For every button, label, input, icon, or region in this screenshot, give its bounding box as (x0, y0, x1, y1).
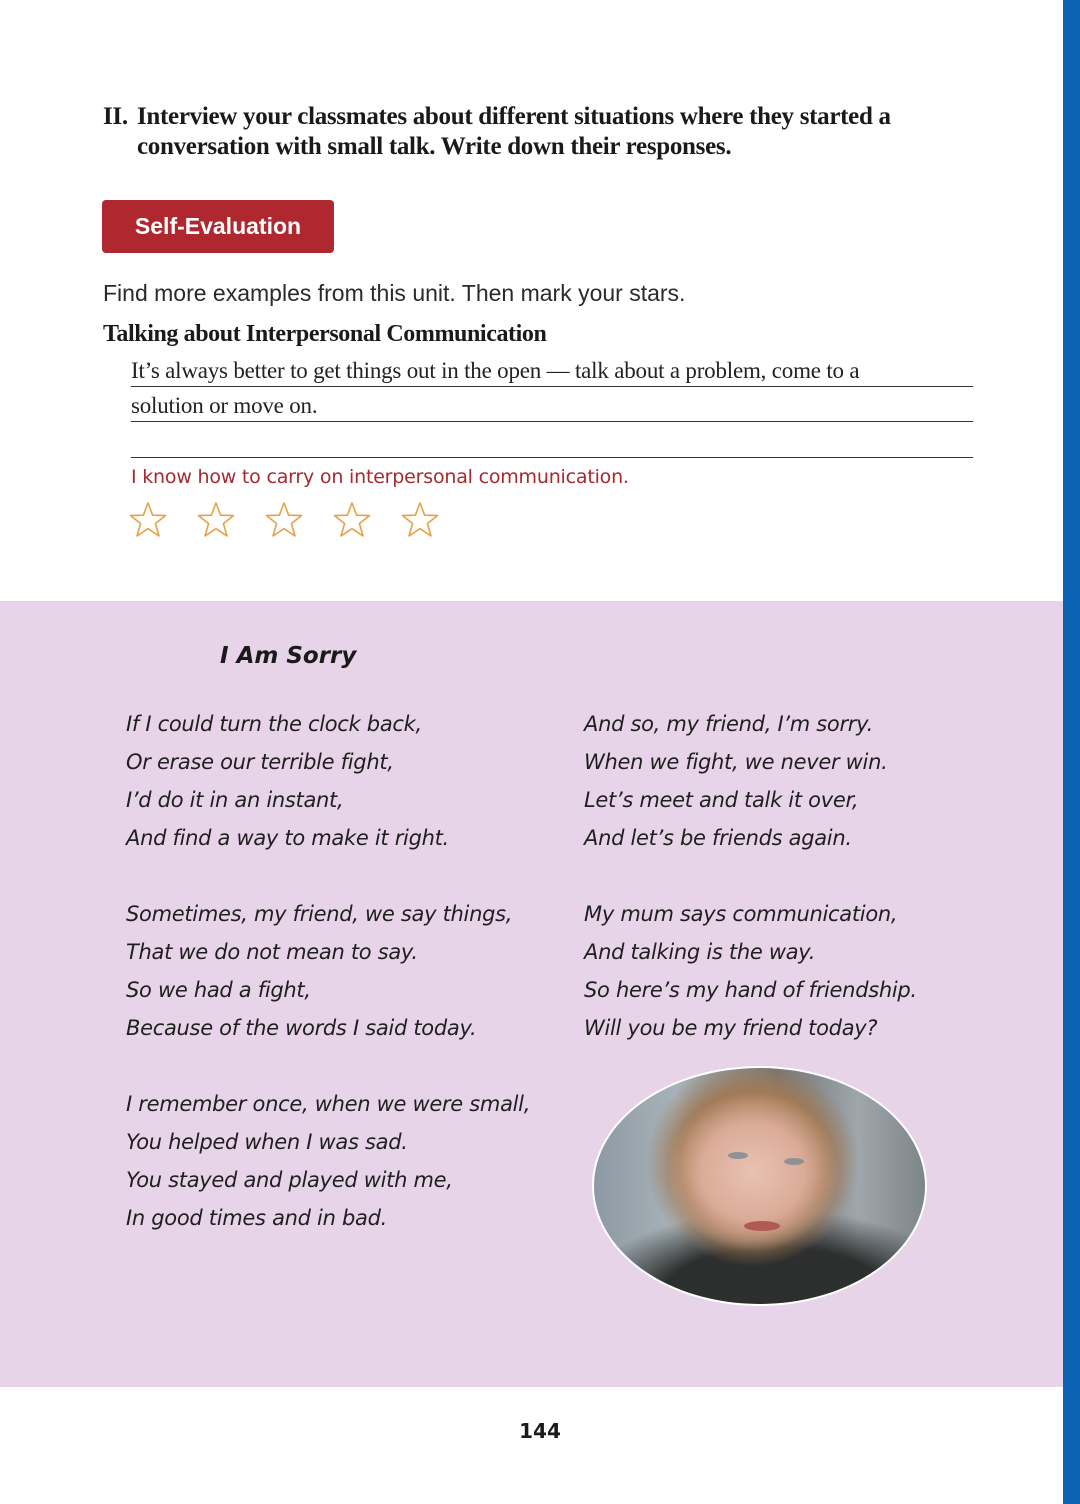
section-subheading: Talking about Interpersonal Communication (103, 321, 547, 347)
verse-line: So we had a fight, (126, 978, 311, 1002)
self-evaluation-instruction: Find more examples from this unit. Then mark your stars. (103, 280, 686, 306)
verse-line: And find a way to make it right. (126, 826, 449, 850)
page-number: 144 (519, 1419, 561, 1443)
star-icon[interactable] (400, 500, 440, 540)
photo-eye-left (728, 1152, 748, 1159)
poem-stanza-left-1 (126, 705, 449, 857)
verse-line: My mum says communication, (584, 902, 898, 926)
verse-line: I’d do it in an instant, (126, 788, 344, 812)
verse-line: If I could turn the clock back, (126, 712, 422, 736)
star-rating (128, 500, 440, 540)
verse-line: When we fight, we never win. (584, 750, 888, 774)
poem-title: I Am Sorry (220, 643, 357, 669)
answer-line-3[interactable] (131, 422, 973, 458)
verse-line: That we do not mean to say. (126, 940, 418, 964)
verse-line: Because of the words I said today. (126, 1016, 477, 1040)
verse-line: And talking is the way. (584, 940, 816, 964)
task-instruction (103, 102, 973, 162)
verse-line: You helped when I was sad. (126, 1130, 408, 1154)
star-icon[interactable] (332, 500, 372, 540)
poem-stanza-left-2 (126, 895, 512, 1047)
task-line-1: Interview your classmates about different situations where they started a (137, 103, 891, 130)
star-icon[interactable] (264, 500, 304, 540)
verse-line: Sometimes, my friend, we say things, (126, 902, 513, 926)
verse-line: In good times and in bad. (126, 1206, 387, 1230)
girl-photo (592, 1066, 927, 1306)
task-number: II. (103, 103, 128, 130)
verse-line: And let’s be friends again. (584, 826, 852, 850)
star-icon[interactable] (128, 500, 168, 540)
photo-mouth (744, 1221, 780, 1231)
self-evaluation-badge: Self-Evaluation (102, 200, 334, 253)
star-icon[interactable] (196, 500, 236, 540)
answer-line-1[interactable]: It’s always better to get things out in the open — talk about a problem, come to a (131, 352, 973, 387)
poem-stanza-left-3 (126, 1085, 530, 1237)
poem-stanza-right-1 (584, 705, 887, 857)
task-line-2: conversation with small talk. Write down their responses. (137, 133, 732, 160)
verse-line: Let’s meet and talk it over, (584, 788, 859, 812)
verse-line: So here’s my hand of friendship. (584, 978, 917, 1002)
verse-line: Will you be my friend today? (584, 1016, 878, 1040)
can-do-statement: I know how to carry on interpersonal communication. (131, 466, 629, 488)
poem-stanza-right-2 (584, 895, 917, 1047)
verse-line: Or erase our terrible fight, (126, 750, 394, 774)
answer-line-2[interactable]: solution or move on. (131, 387, 973, 422)
verse-line: And so, my friend, I’m sorry. (584, 712, 873, 736)
verse-line: I remember once, when we were small, (126, 1092, 531, 1116)
page-edge-stripe (1063, 0, 1080, 1504)
verse-line: You stayed and played with me, (126, 1168, 453, 1192)
photo-eye-right (784, 1158, 804, 1165)
answer-lines (131, 352, 973, 458)
